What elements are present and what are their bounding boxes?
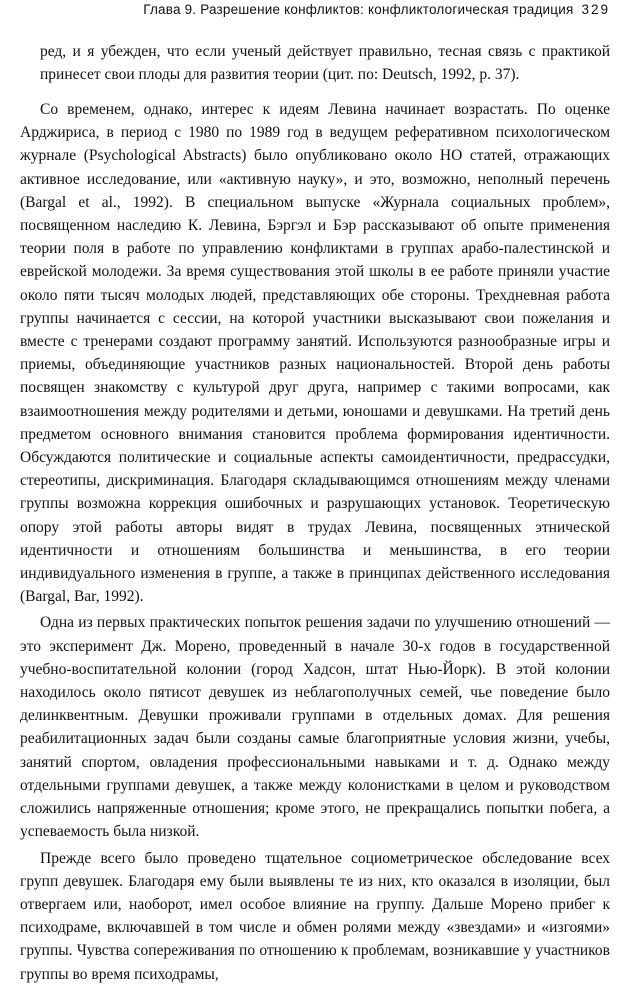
quote-paragraph: ред, и я убежден, что если ученый действует правильно, тесная связь с практикой принесет свои плоды для развития теории (цит. по: Deutsch, 1992, р. 37). <box>40 43 610 84</box>
paragraph-2: Одна из первых практических попыток решения задачи по улучшению отношений — это эксперимент Дж. Морено, проведенный в начале 30-х годов в государственной учебно-воспитательной колонии (город Хадсон, штат Нью-Йорк). В этой колонии находилось около пятисот девушек из неблагополучных семей, чье поведение было делинквентным. Девушки проживали группами в отдельных домах. Для решения реабилитационных задач были созданы самые благоприятные условия жизни, учебы, занятий спортом, овладения профессиональными навыками и т. д. Однако между отдельными группами девушек, а также между колонистками в целом и руководством сложились напряженные отношения; кроме этого, не прекращались попытки побега, а успеваемость была низкой. <box>20 614 610 841</box>
paragraph-1: Со временем, однако, интерес к идеям Левина начинает возрастать. По оценке Арджириса, в период с 1980 по 1989 год в ведущем реферативном психологическом журнале (Psychological Abstracts) было опубликовано около НО статей, отражающих активное исследование, или «активную науку», и это, возможно, неполный перечень (Bargal et al., 1992). В специальном выпуске «Журнала социальных проблем», посвященном наследию К. Левина, Бэргэл и Бэр рассказывают об опыте применения теории поля в работе по управлению конфликтами в группах арабо-палестинской и еврейской молодежи. За время существования этой школы в ее работе приняли участие около пяти тысяч молодых людей, представляющих обе стороны. Трехдневная работа группы начинается с сессии, на которой участники высказывают свои пожелания и вместе с тренерами создают программу занятий. Используются разнообразные игры и приемы, объединяющие участников разных национальностей. Второй день работы посвящен знакомству с культурой друг друга, например с такими вопросами, как взаимоотношения между родителями и детьми, юношами и девушками. На третий день предметом основного внимания становится проблема формирования идентичности. Обсуждаются политические и социальные аспекты самоидентичности, предрассудки, стереотипы, дискриминация. Благодаря складывающимся отношениям между членами группы возможна коррекция ошибочных и разрушающих установок. Теоретическую опору этой работы авторы видят в трудах Левина, посвященных этнической идентичности и отношениям большинства и меньшинства, в его теории индивидуального изменения в группе, а также в принципах действенного исследования (Bargal, Bar, 1992). <box>20 101 610 606</box>
page-number: 329 <box>581 2 610 17</box>
chapter-title: Глава 9. Разрешение конфликтов: конфликтологическая традиция <box>143 2 574 17</box>
running-header <box>20 2 610 17</box>
paragraph-3: Прежде всего было проведено тщательное социометрическое обследование всех групп девушек. Благодаря ему были выявлены те из них, кто оказался в изоляции, был отвергаем или, наоборот, имел особое влияние на группу. Дальше Морено прибег к психодраме, включавшей в том числе и обмен ролями между «звездами» и «изгоями» группы. Чувства сопереживания по отношению к проблемам, возникавшие у участников группы во время психодрамы, <box>20 849 610 983</box>
quote-block <box>20 40 610 86</box>
main-text <box>20 98 610 986</box>
